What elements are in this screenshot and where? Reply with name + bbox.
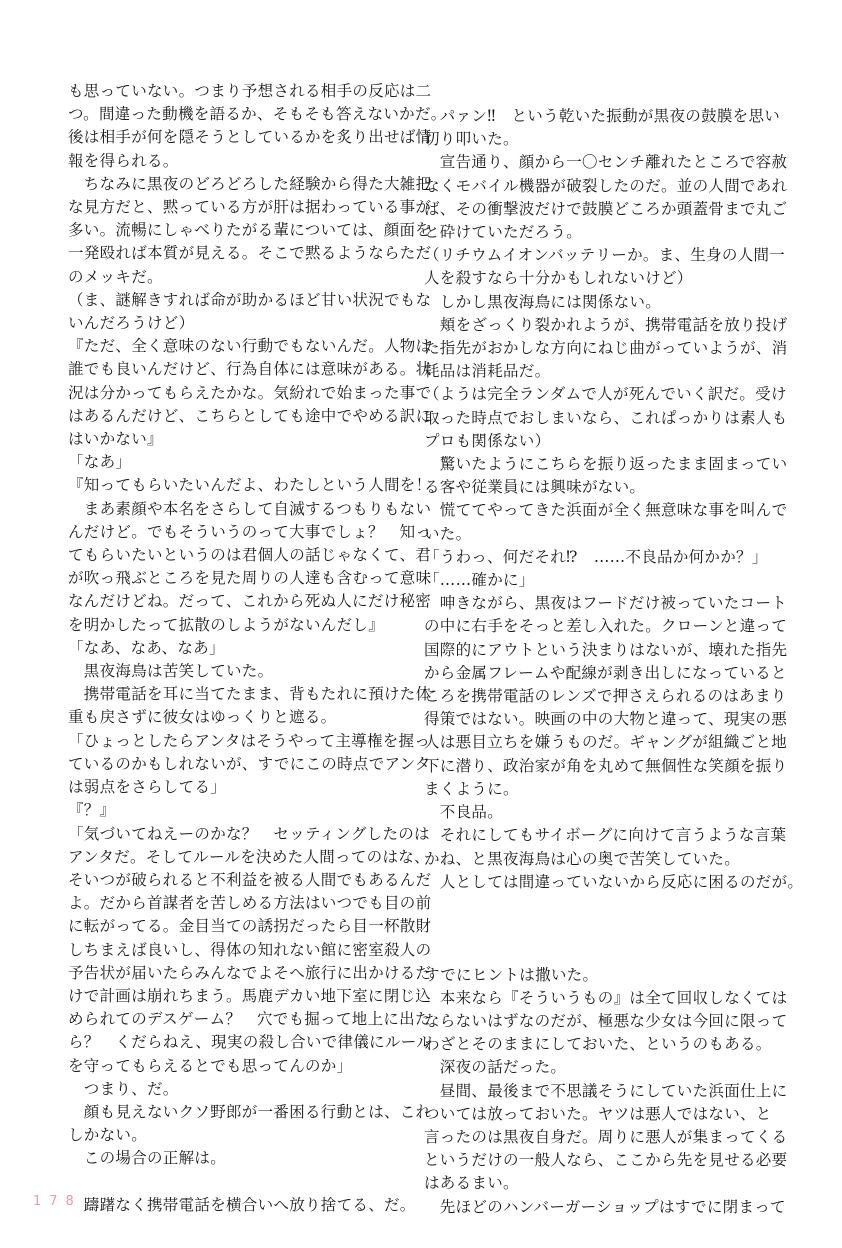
text-line: 顔も見えないクソ野郎が一番困る行動とは、これ	[68, 1102, 432, 1121]
text-line: （ようは完全ランダムで人が死んでいく訳だ。受け	[424, 385, 787, 404]
text-line: 一発殴れば本質が見える。そこで黙るようならただ	[68, 244, 432, 263]
text-line: 人としては間違っていないから反応に困るのだが。	[424, 872, 804, 891]
text-line: よ。だから首謀者を苦しめる方法はいつでも目の前	[68, 894, 432, 913]
text-line: の中に右手をそっと差し入れた。クローンと違って	[424, 617, 788, 636]
text-line: 『？』	[68, 801, 116, 820]
text-line: プロも関係ない）	[424, 431, 551, 450]
text-line: なんだけどね。だって、これから死ぬ人にだけ秘密	[68, 592, 432, 611]
text-line: んだけど。でもそういうのって大事でしょ？ 知っ	[68, 522, 432, 541]
text-line: が吹っ飛ぶところを見た周りの人達も含むって意味	[68, 569, 432, 588]
text-line: 「……確かに」	[424, 571, 535, 590]
text-line: まあ素顔や本名をさらして自滅するつもりもない	[68, 499, 432, 518]
text-line: 宣告通り、顔から一〇センチ離れたところで容赦	[424, 153, 788, 172]
text-line: ら？ くだらねえ、現実の殺し合いで律儀にルール	[68, 1033, 433, 1052]
text-line: というだけの一般人なら、ここから先を見せる必要	[424, 1151, 788, 1170]
text-line: 本来なら『そういうもの』は全て回収しなくては	[424, 988, 788, 1007]
text-line: 携帯電話を耳に当てたまま、背もたれに預けた体	[68, 685, 432, 704]
left-text-column	[68, 0, 447, 1217]
page-number: 178	[33, 1194, 82, 1209]
text-line: も思っていない。つまり予想される相手の反応は二	[68, 82, 432, 100]
text-line: 言ったのは黒夜自身だ。周りに悪人が集まってくる	[424, 1127, 788, 1146]
text-line: ならないはずなのだが、極悪な少女は今回に限って	[424, 1011, 788, 1030]
text-line: 昼間、最後まで不思議そうにしていた浜面仕上に	[424, 1081, 788, 1100]
text-line: のメッキだ。	[68, 267, 163, 286]
text-line: はいかない』	[68, 430, 163, 449]
text-line: 取った時点でおしまいなら、これぱっかりは素人も	[424, 408, 788, 427]
text-line: つまり、だ。	[68, 1079, 179, 1098]
text-line: ているのかもしれないが、すでにこの時点でアンタ	[68, 754, 431, 773]
text-line: 「ひょっとしたらアンタはそうやって主導権を握っ	[68, 731, 431, 750]
text-line: いた。	[424, 524, 472, 543]
text-line: に転がってる。金目当ての誘拐だったら目一杯散財	[68, 917, 432, 936]
right-text-column	[424, 0, 804, 1219]
text-line: すでにヒントは撒いた。	[424, 965, 599, 984]
text-line: た指先がおかしな方向にねじ曲がっていようが、消	[424, 339, 788, 358]
text-line: （リチウムイオンバッテリーか。ま、生身の人間一	[424, 246, 786, 265]
text-line: 切り叩いた。	[424, 130, 519, 149]
text-line: 耗品は消耗品だ。	[424, 362, 551, 381]
text-line: かね、と黒夜海鳥は心の奥で苦笑していた。	[424, 849, 741, 868]
text-line: 不良品。	[424, 803, 504, 822]
text-line: 『ただ、全く意味のない行動でもないんだ。人物は	[68, 337, 432, 356]
text-line: てもらいたいというのは君個人の話じゃなくて、君	[68, 546, 432, 565]
text-line: な見方だと、黙っている方が肝は据わっている事が	[68, 198, 432, 217]
text-line: アンタだ。そしてルールを決めた人間ってのはな、	[68, 847, 430, 866]
text-line: 下に潜り、政治家が角を丸めて無個性な笑顔を振り	[424, 756, 788, 775]
text-line: しちまえば良いし、得体の知れない館に密室殺人の	[68, 940, 432, 959]
text-line: 「なあ」	[68, 453, 132, 472]
text-line: 『知ってもらいたいんだよ、わたしという人間を！	[68, 476, 432, 495]
text-line: る客や従業員には興味がない。	[424, 478, 646, 497]
text-line: 人は悪目立ちを嫌うものだ。ギャングが組織ごと地	[424, 733, 788, 752]
text-line: ころを携帯電話のレンズで押さえられるのはあまり	[424, 687, 787, 706]
text-line: まくように。	[424, 779, 519, 798]
text-line: つ。間違った動機を語るか、そもそも答えないかだ。	[68, 105, 447, 124]
paragraph-gap	[424, 894, 756, 964]
text-line: 呻きながら、黒夜はフードだけ被っていたコート	[424, 594, 787, 613]
text-line: 重も戻さずに彼女はゆっくりと遮る。	[68, 708, 337, 727]
text-line: 得策ではない。映画の中の大物と違って、現実の悪	[424, 710, 788, 729]
text-line: と砕けていただろう。	[424, 223, 583, 242]
text-line: められてのデスゲーム？ 穴でも掘って地上に出た	[68, 1010, 431, 1029]
text-line: 人を殺すなら十分かもしれないけど）	[424, 269, 693, 288]
text-line: 「気づいてねえーのかな？ セッティングしたのは	[68, 824, 430, 843]
text-line: はあるまい。	[424, 1174, 519, 1193]
text-line: けで計画は崩れちまう。馬鹿デカい地下室に閉じ込	[68, 986, 432, 1005]
text-line: は弱点をさらしてる」	[68, 778, 227, 797]
text-line: ば、その衝撃波だけで鼓膜どころか頭蓋骨まで丸ご	[424, 199, 788, 218]
text-line: なくモバイル機器が破裂したのだ。並の人間であれ	[424, 176, 788, 195]
text-line: 報を得られる。	[68, 151, 179, 170]
text-line: （ま、謎解きすれば命が助かるほど甘い状況でもな	[68, 290, 432, 309]
text-line: いんだろうけど）	[68, 314, 195, 333]
text-line: 誰でも良いんだけど、行為自体には意味がある。状	[68, 360, 432, 379]
text-line: 「なあ、なあ、なあ」	[68, 638, 225, 657]
text-line: そいつが破られると不利益を被る人間でもあるんだ	[68, 870, 432, 889]
text-line: から金属フレームや配線が剥き出しになっていると	[424, 663, 787, 682]
text-line: この場合の正解は。	[68, 1149, 227, 1168]
text-line: 先ほどのハンバーガーショップはすでに閉まって	[424, 1197, 786, 1216]
text-line: しかし黒夜海鳥には関係ない。	[424, 292, 662, 311]
text-line: 況は分かってもらえたかな。気紛れで始まった事で	[68, 383, 432, 402]
paragraph-gap	[68, 1171, 394, 1194]
text-line: 予告状が届いたらみんなでよそへ旅行に出かけるだ	[68, 963, 432, 982]
text-line: 黒夜海鳥は苦笑していた。	[68, 662, 274, 681]
text-line: 頬をざっくり裂かれようが、携帯電話を放り投げ	[424, 315, 788, 334]
text-line: ちなみに黒夜のどろどろした経験から得た大雑把	[68, 174, 432, 193]
text-line: わざとそのままにしておいた、というのもある。	[424, 1035, 772, 1054]
text-line: を明かしたって拡散のしようがないんだし』	[68, 615, 385, 634]
text-line: 国際的にアウトという決まりはないが、壊れた指先	[424, 640, 788, 659]
text-line: 多い。流暢にしゃべりたがる輩については、顔面を	[68, 221, 432, 240]
text-line: 躊躇なく携帯電話を横合いへ放り捨てる、だ。	[68, 1195, 416, 1214]
text-line: 「うわっ、何だそれ⁉ ……不良品か何かか？」	[424, 547, 768, 566]
text-line: 驚いたようにこちらを振り返ったまま固まってい	[424, 455, 788, 474]
text-line: それにしてもサイボーグに向けて言うような言葉	[424, 826, 787, 845]
text-line: 深夜の話だった。	[424, 1058, 567, 1077]
text-line: 慌ててやってきた浜面が全く無意味な事を叫んで	[424, 501, 788, 520]
text-line: 後は相手が何を隠そうとしているかを炙り出せば情	[68, 128, 432, 147]
text-line: しかない。	[68, 1126, 148, 1145]
text-line: ついては放っておいた。ヤツは悪人ではない、と	[424, 1104, 772, 1123]
text-line: を守ってもらえるとでも思ってんのか」	[68, 1056, 353, 1075]
text-line: はあるんだけど、こちらとしても途中でやめる訳に	[68, 406, 432, 425]
text-line: パァン‼ という乾いた振動が黒夜の鼓膜を思い	[424, 107, 781, 125]
